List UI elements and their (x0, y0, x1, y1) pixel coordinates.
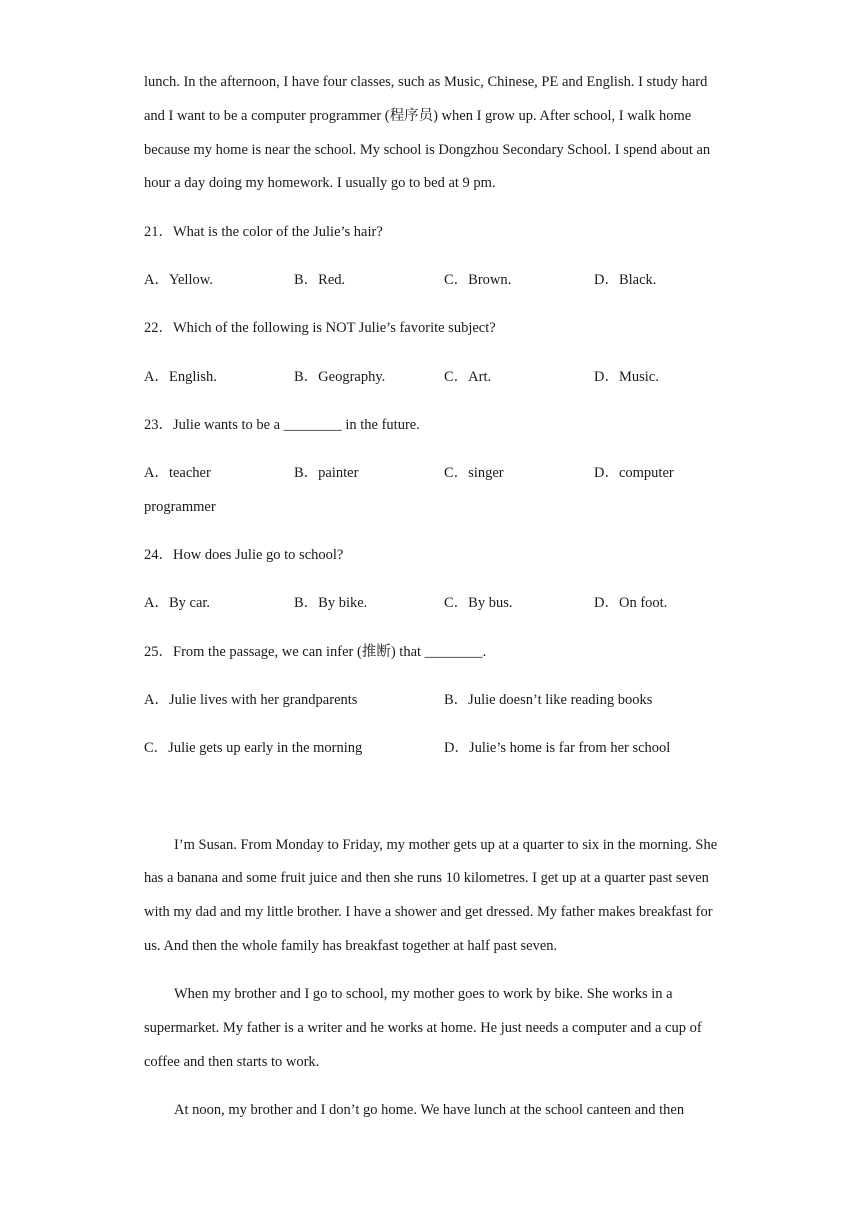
option-23-d[interactable]: D．computer (594, 465, 674, 482)
option-24-b[interactable]: B．By bike. (294, 595, 368, 612)
option-22-c[interactable]: C．Art. (444, 368, 492, 385)
question-25-options-row-2 (144, 732, 724, 780)
passage-2-paragraph-1: I’m Susan. From Monday to Friday, my mother gets up at a quarter to six in the morning. She has a banana and some fruit juice and then she runs 10 kilometres. I get up at a quarter past seven with my dad and my little brother. I have a shower and get dressed. My father makes breakfast for us. And then the whole family has breakfast together at half past seven. (144, 836, 718, 955)
option-23-b[interactable]: B．painter (294, 465, 359, 482)
option-22-d[interactable]: D．Music. (594, 368, 659, 385)
question-23-stem: 23．Julie wants to be a ________ in the future. (144, 416, 420, 433)
option-22-a[interactable]: A．English. (144, 368, 217, 385)
option-22-b[interactable]: B．Geography. (294, 368, 386, 385)
question-25-options-row-1 (144, 684, 724, 732)
option-24-d[interactable]: D．On foot. (594, 595, 668, 612)
question-24-stem: 24．How does Julie go to school? (144, 547, 344, 564)
section-gap (144, 781, 724, 829)
option-21-d[interactable]: D．Black. (594, 271, 657, 288)
question-21-stem: 21．What is the color of the Julie’s hair? (144, 223, 383, 240)
passage-2-paragraph-2: When my brother and I go to school, my mother goes to work by bike. She works in a supermarket. My father is a writer and he works at home. He just needs a computer and a cup of coffee and then starts to work. (144, 986, 702, 1070)
option-25-c[interactable]: C．Julie gets up early in the morning (144, 740, 363, 757)
option-23-d-continuation[interactable]: programmer (144, 498, 216, 515)
option-21-c[interactable]: C．Brown. (444, 271, 512, 288)
question-22-stem: 22．Which of the following is NOT Julie’s favorite subject? (144, 320, 496, 337)
passage-1-tail: lunch. In the afternoon, I have four classes, such as Music, Chinese, PE and English. I study hard and I want to be a computer programmer (程序员) when I grow up. After school, I walk home because my home is near the school. My school is Dongzhou Secondary School. I spend about an hour a day doing my homework. I usually go to bed at 9 pm. (144, 74, 711, 192)
passage-2-paragraph-3: At noon, my brother and I don’t go home. We have lunch at the school canteen and then (174, 1102, 685, 1119)
option-25-b[interactable]: B．Julie doesn’t like reading books (444, 692, 653, 709)
question-21-options (144, 264, 724, 312)
question-25-stem: 25．From the passage, we can infer (推断) that ________. (144, 643, 487, 660)
question-22-options (144, 361, 724, 409)
document-page (144, 66, 724, 1128)
question-23-options (144, 457, 724, 539)
option-24-c[interactable]: C．By bus. (444, 595, 513, 612)
option-25-d[interactable]: D．Julie’s home is far from her school (444, 740, 671, 757)
option-23-c[interactable]: C．singer (444, 465, 504, 482)
option-21-b[interactable]: B．Red. (294, 271, 346, 288)
option-23-a[interactable]: A．teacher (144, 465, 211, 482)
question-24-options (144, 587, 724, 635)
option-25-a[interactable]: A．Julie lives with her grandparents (144, 692, 358, 709)
option-24-a[interactable]: A．By car. (144, 595, 211, 612)
option-21-a[interactable]: A．Yellow. (144, 271, 213, 288)
